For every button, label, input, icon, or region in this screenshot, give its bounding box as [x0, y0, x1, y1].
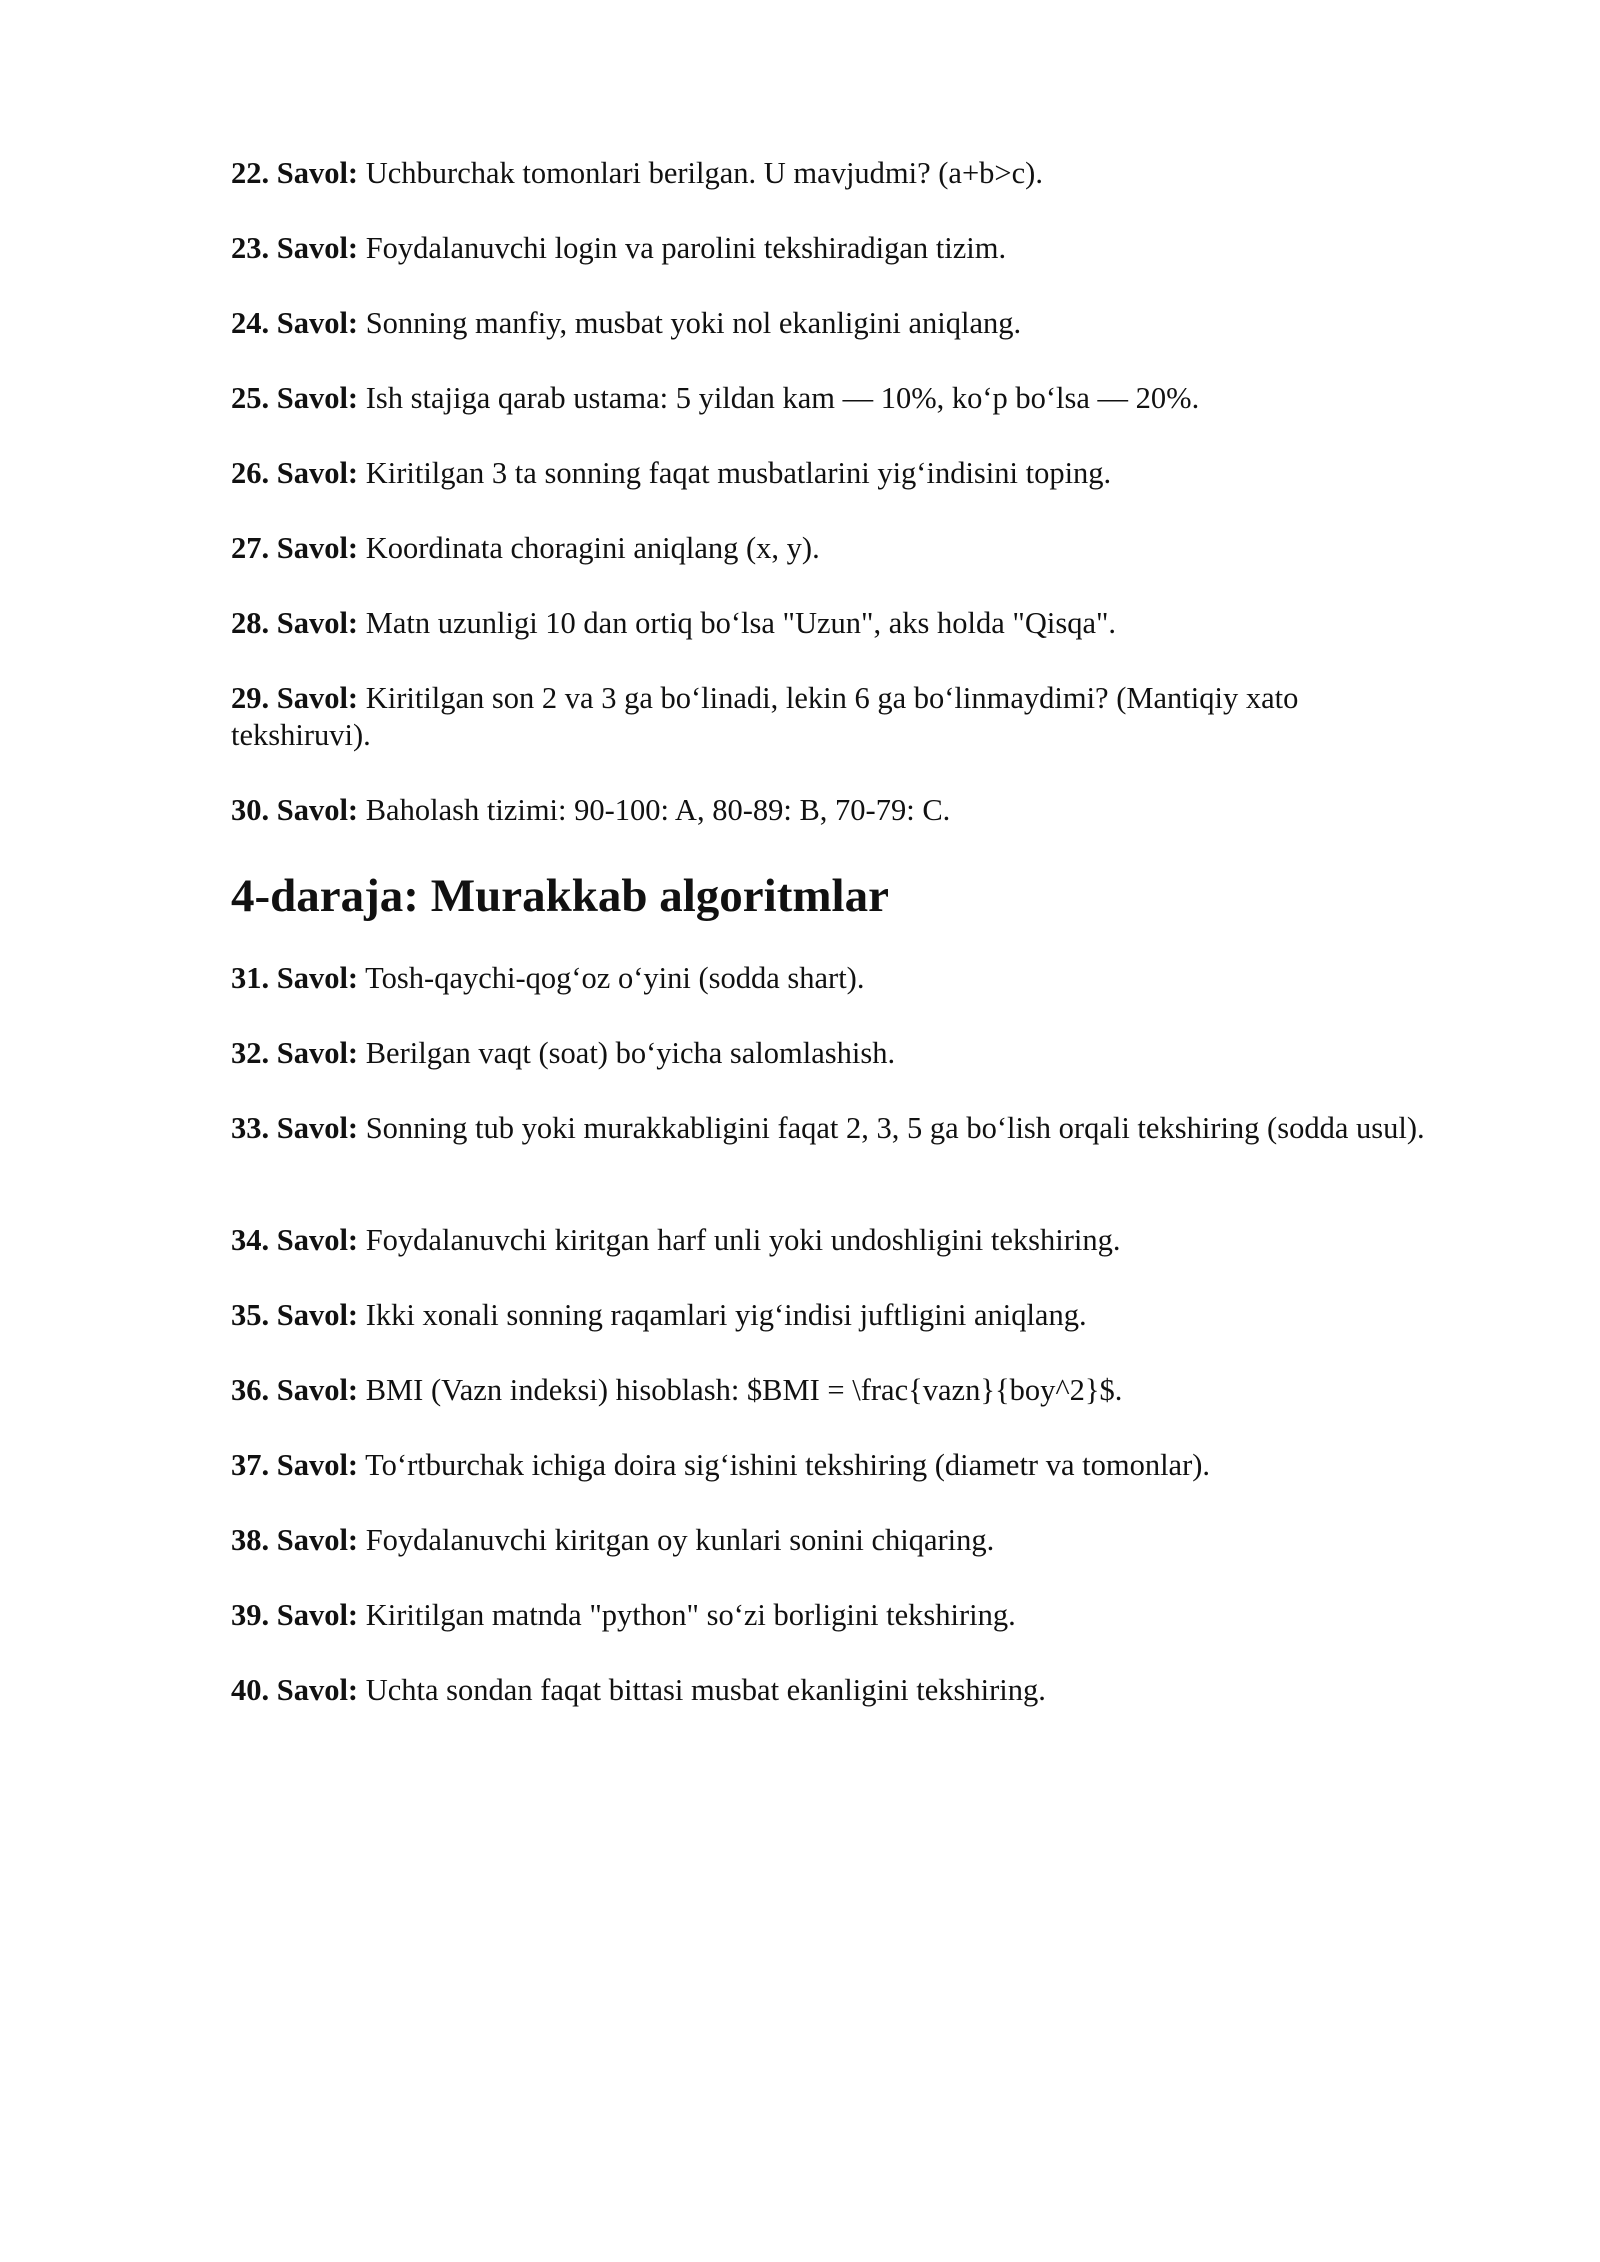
- question-label: 26. Savol:: [231, 456, 359, 490]
- question-33: [231, 1110, 1431, 1147]
- question-label: 36. Savol:: [231, 1373, 359, 1407]
- question-22: [231, 155, 1043, 192]
- question-label: 24. Savol:: [231, 306, 359, 340]
- question-27: [231, 530, 820, 567]
- question-label: 34. Savol:: [231, 1223, 359, 1257]
- question-text: Ish stajiga qarab ustama: 5 yildan kam — 10%, ko‘p bo‘lsa — 20%.: [358, 381, 1200, 415]
- question-label: 25. Savol:: [231, 381, 359, 415]
- question-text: Koordinata choragini aniqlang (x, y).: [358, 531, 820, 565]
- question-34: [231, 1222, 1121, 1259]
- section-heading: 4-daraja: Murakkab algoritmlar: [231, 870, 889, 922]
- question-text: Foydalanuvchi kiritgan oy kunlari sonini chiqaring.: [358, 1523, 995, 1557]
- question-text: Matn uzunligi 10 dan ortiq bo‘lsa "Uzun", aks holda "Qisqa".: [358, 606, 1117, 640]
- question-text: Baholash tizimi: 90-100: A, 80-89: B, 70-79: C.: [358, 793, 951, 827]
- question-39: [231, 1597, 1016, 1634]
- question-label: 30. Savol:: [231, 793, 359, 827]
- question-text: Uchburchak tomonlari berilgan. U mavjudmi? (a+b>c).: [358, 156, 1043, 190]
- question-text: Kiritilgan matnda "python" so‘zi borligini tekshiring.: [358, 1598, 1016, 1632]
- question-37: [231, 1447, 1210, 1484]
- question-31: [231, 960, 864, 997]
- question-29: [231, 680, 1411, 754]
- question-30: [231, 792, 950, 829]
- question-35: [231, 1297, 1087, 1334]
- question-32: [231, 1035, 895, 1072]
- question-text: Sonning manfiy, musbat yoki nol ekanligini aniqlang.: [358, 306, 1022, 340]
- question-label: 40. Savol:: [231, 1673, 359, 1707]
- question-label: 31. Savol:: [231, 961, 359, 995]
- question-26: [231, 455, 1111, 492]
- question-label: 35. Savol:: [231, 1298, 359, 1332]
- question-label: 38. Savol:: [231, 1523, 359, 1557]
- question-text: Sonning tub yoki murakkabligini faqat 2, 3, 5 ga bo‘lish orqali tekshiring (sodda usul).: [358, 1111, 1425, 1145]
- question-text: To‘rtburchak ichiga doira sig‘ishini tekshiring (diametr va tomonlar).: [358, 1448, 1211, 1482]
- question-label: 22. Savol:: [231, 156, 359, 190]
- question-text: Kiritilgan son 2 va 3 ga bo‘linadi, lekin 6 ga bo‘linmaydimi? (Mantiqiy xato tekshiruvi).: [231, 681, 1299, 752]
- question-text: Uchta sondan faqat bittasi musbat ekanligini tekshiring.: [358, 1673, 1046, 1707]
- question-label: 39. Savol:: [231, 1598, 359, 1632]
- question-label: 27. Savol:: [231, 531, 359, 565]
- question-25: [231, 380, 1199, 417]
- question-text: Ikki xonali sonning raqamlari yig‘indisi juftligini aniqlang.: [358, 1298, 1087, 1332]
- question-40: [231, 1672, 1046, 1709]
- question-text: Kiritilgan 3 ta sonning faqat musbatlarini yig‘indisini toping.: [358, 456, 1112, 490]
- question-text: BMI (Vazn indeksi) hisoblash: $BMI = \frac{vazn}{boy^2}$.: [358, 1373, 1123, 1407]
- question-36: [231, 1372, 1122, 1409]
- question-23: [231, 230, 1006, 267]
- question-label: 33. Savol:: [231, 1111, 359, 1145]
- question-text: Berilgan vaqt (soat) bo‘yicha salomlashish.: [358, 1036, 896, 1070]
- question-label: 32. Savol:: [231, 1036, 359, 1070]
- question-label: 28. Savol:: [231, 606, 359, 640]
- question-text: Foydalanuvchi login va parolini tekshiradigan tizim.: [358, 231, 1007, 265]
- question-label: 37. Savol:: [231, 1448, 359, 1482]
- question-label: 23. Savol:: [231, 231, 359, 265]
- question-38: [231, 1522, 994, 1559]
- question-text: Tosh-qaychi-qog‘oz o‘yini (sodda shart).: [358, 961, 865, 995]
- question-28: [231, 605, 1116, 642]
- question-text: Foydalanuvchi kiritgan harf unli yoki undoshligini tekshiring.: [358, 1223, 1121, 1257]
- question-24: [231, 305, 1021, 342]
- question-label: 29. Savol:: [231, 681, 359, 715]
